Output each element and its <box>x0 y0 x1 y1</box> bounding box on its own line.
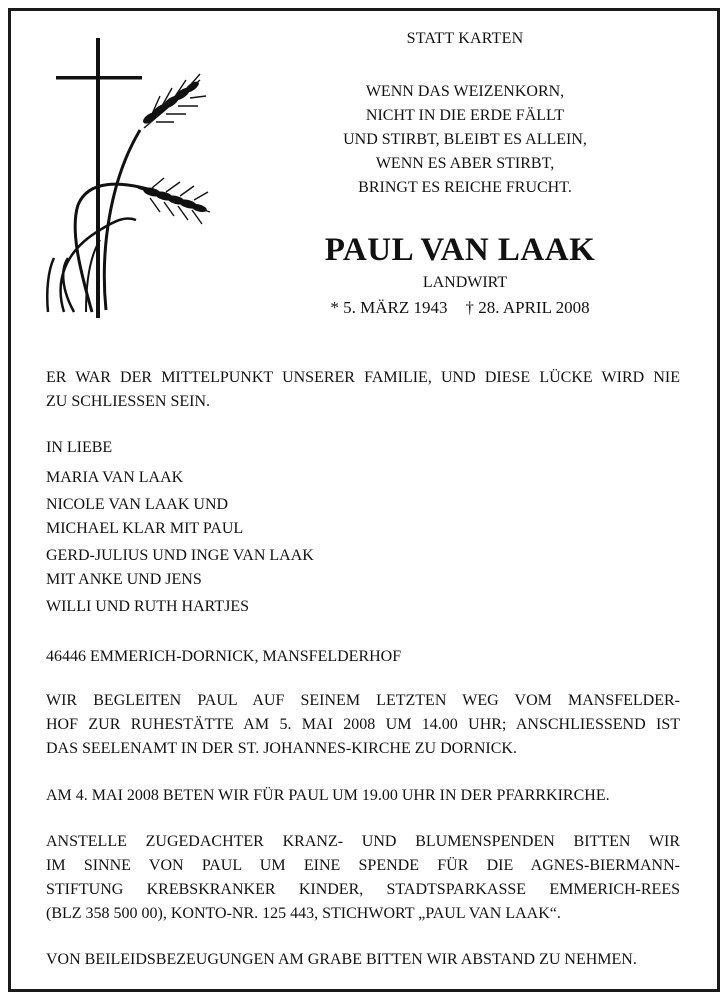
mourner-line: MARIA VAN LAAK <box>46 469 184 486</box>
deceased-name: PAUL VAN LAAK <box>324 232 596 268</box>
donation-line: ANSTELLE ZUGEDACHTER KRANZ- UND BLUMENSPENDEN BITTEN WIR <box>46 833 680 850</box>
donation-line: STIFTUNG KREBSKRANKER KINDER, STADTSPARKASSE EMMERICH-REES <box>46 881 680 898</box>
occupation: LANDWIRT <box>422 274 508 291</box>
mourner-entry <box>46 466 680 490</box>
verse-line: BRINGT ES REICHE FRUCHT. <box>358 179 572 196</box>
mourners-list <box>46 466 680 622</box>
intro-line: ZU SCHLIESSEN SEIN. <box>46 393 211 410</box>
closing-paragraph: VON BEILEIDSBEZEUGUNGEN AM GRABE BITTEN WIR ABSTAND ZU NEHMEN. <box>46 951 637 968</box>
intro-line: ER WAR DER MITTELPUNKT UNSERER FAMILIE, UND DIESE LÜCKE WIRD NIE <box>46 369 680 386</box>
verse-line: WENN DAS WEIZENKORN, <box>365 83 565 100</box>
donation-line: IM SINNE VON PAUL UM EINE SPENDE FÜR DIE AGNES-BIERMANN- <box>46 857 680 874</box>
mourner-entry <box>46 595 680 619</box>
verse-line: NICHT IN DIE ERDE FÄLLT <box>365 107 565 124</box>
mourner-line: GERD-JULIUS UND INGE VAN LAAK <box>46 547 314 564</box>
funeral-line: WIR BEGLEITEN PAUL AUF SEINEM LETZTEN WEG VOM MANSFELDER- <box>46 692 680 709</box>
cross-with-wheat-icon <box>40 30 220 320</box>
prayer-paragraph: AM 4. MAI 2008 BETEN WIR FÜR PAUL UM 19.00 UHR IN DER PFARRKIRCHE. <box>46 787 610 804</box>
verse-line: UND STIRBT, BLEIBT ES ALLEIN, <box>343 131 587 148</box>
verse-line: WENN ES ABER STIRBT, <box>375 155 555 172</box>
birth-date: * 5. MÄRZ 1943 <box>330 298 448 317</box>
family-address: 46446 EMMERICH-DORNICK, MANSFELDERHOF <box>46 648 402 665</box>
in-liebe-label: IN LIEBE <box>46 439 113 456</box>
life-dates <box>300 298 620 318</box>
funeral-paragraph <box>46 689 680 761</box>
mourner-entry <box>46 493 680 541</box>
donation-paragraph <box>46 830 680 926</box>
mourner-entry <box>46 544 680 592</box>
donation-line: (BLZ 358 500 00), KONTO-NR. 125 443, STICHWORT „PAUL VAN LAAK“. <box>46 905 561 922</box>
funeral-line: DAS SEELENAMT IN DER ST. JOHANNES-KIRCHE ZU DORNICK. <box>46 740 517 757</box>
mourner-line: MICHAEL KLAR MIT PAUL <box>46 520 244 537</box>
statt-karten-label: STATT KARTEN <box>406 30 524 47</box>
bible-verse <box>300 80 630 200</box>
funeral-line: HOF ZUR RUHESTÄTTE AM 5. MAI 2008 UM 14.00 UHR; ANSCHLIESSEND IST <box>46 716 680 733</box>
intro-paragraph <box>46 366 680 414</box>
mourner-line: MIT ANKE UND JENS <box>46 571 202 588</box>
mourner-line: WILLI UND RUTH HARTJES <box>46 598 250 615</box>
death-date: † 28. APRIL 2008 <box>465 298 590 317</box>
mourner-line: NICOLE VAN LAAK UND <box>46 496 229 513</box>
